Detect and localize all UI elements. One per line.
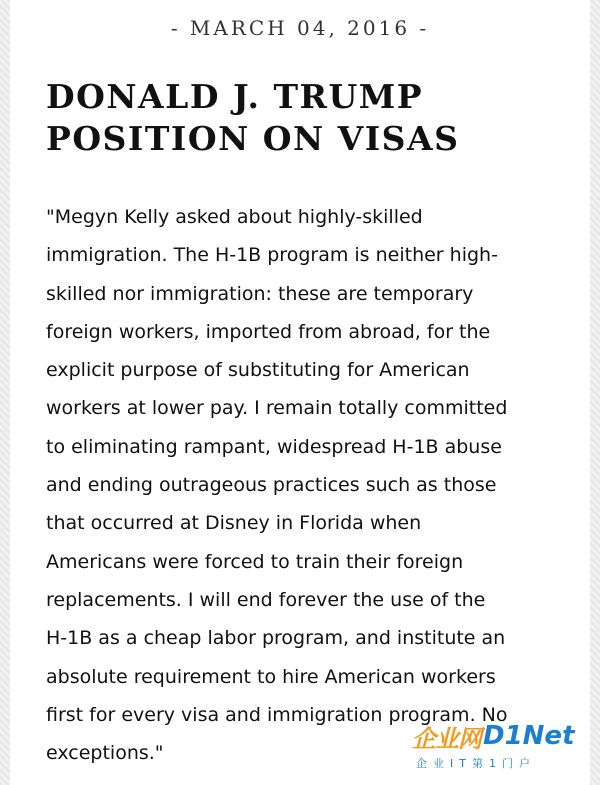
quote-line: skilled nor immigration: these are temporary (46, 282, 474, 305)
right-border (590, 0, 600, 785)
watermark-top (412, 717, 590, 755)
quote-text (46, 198, 586, 772)
quote-line: H-1B as a cheap labor program, and institute an (46, 627, 506, 650)
quote-line: foreign workers, imported from abroad, for the (46, 320, 491, 343)
quote-line: workers at lower pay. I remain totally committed (46, 397, 508, 420)
watermark-net: D1Net (483, 721, 575, 751)
quote-line: first for every visa and immigration program. No (46, 703, 508, 726)
quote-line: to eliminating rampant, widespread H-1B abuse (46, 435, 502, 458)
title-line: DONALD J. TRUMP (46, 77, 424, 116)
watermark-logo (412, 717, 590, 779)
quote-line: "Megyn Kelly asked about highly-skilled (46, 206, 423, 228)
quote-line: and ending outrageous practices such as those (46, 474, 497, 497)
quote-line: Americans were forced to train their foreign (46, 550, 464, 573)
title-line: POSITION ON VISAS (46, 119, 460, 158)
quote-line: immigration. The H-1B program is neither high- (46, 244, 498, 267)
quote-line: explicit purpose of substituting for American (46, 359, 470, 382)
quote-line: that occurred at Disney in Florida when (46, 512, 422, 535)
page-title (46, 76, 459, 160)
watermark-cn-title: 企业网 (412, 724, 481, 753)
quote-line: exceptions." (46, 742, 164, 765)
watermark-tagline: 企业IT第1门户 (416, 757, 536, 770)
quote-line: replacements. I will end forever the use of the (46, 588, 486, 611)
date-line: - MARCH 04, 2016 - (170, 16, 430, 40)
quote-line: absolute requirement to hire American workers (46, 665, 496, 688)
left-border (0, 0, 10, 785)
